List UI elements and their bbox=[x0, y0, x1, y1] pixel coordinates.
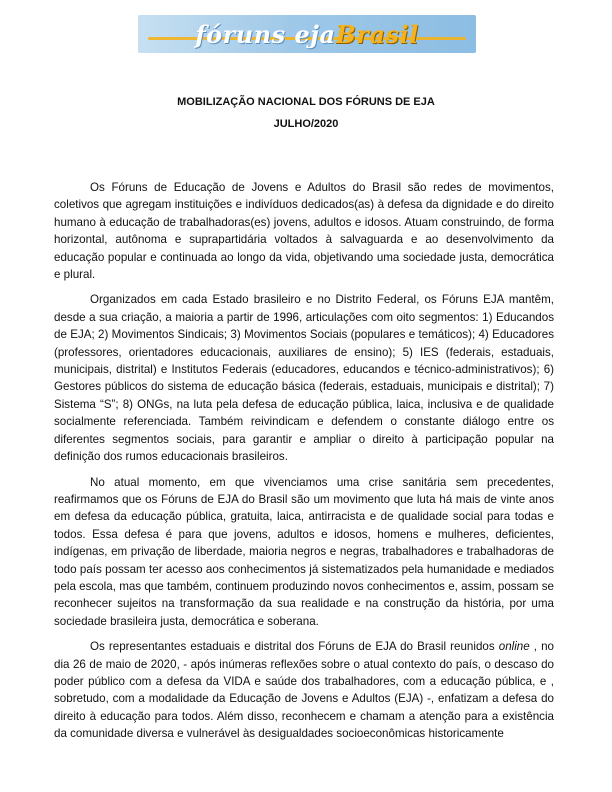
paragraph bbox=[54, 638, 554, 742]
logo-text bbox=[195, 20, 419, 49]
paragraph: Organizados em cada Estado brasileiro e no Distrito Federal, os Fóruns EJA mantêm, desde a sua criação, a maioria a partir de 1996, articulações com oito segmentos: 1) Educandos de EJA; 2) Movimentos Sindicais; 3) Movimentos Sociais (populares e temáticos); 4) Educadores (professores, orientadores educacionais, auxiliares de ensino); 5) IES (federais, estaduais, municipais, distrital) e Institutos Federais (educadores, educandos e técnico-administrativos); 6) Gestores públicos do sistema de educação básica (federais, estaduais, municipais e distrital); 7) Sistema “S”; 8) ONGs, na luta pela defesa de educação pública, laica, inclusiva e de qualidade socialmente referenciada. Também reivindicam e defendem o constante diálogo entre os diferentes segmentos sociais, para garantir e ampliar o direito à participação popular na definição dos rumos educacionais brasileiros. bbox=[54, 293, 554, 464]
document-body bbox=[54, 179, 554, 743]
foruns-eja-brasil-logo bbox=[138, 15, 476, 53]
logo-word-foruns: fóruns bbox=[195, 19, 286, 49]
paragraph-italic-text: online bbox=[498, 640, 530, 654]
paragraph: No atual momento, em que vivenciamos uma crise sanitária sem precedentes, reafirmamos que os Fóruns de EJA do Brasil são um movimento que luta há mais de vinte anos em defesa da educação pública, gratuita, laica, antirracista e de qualidade social para todas e todos. Essa defesa é para que jovens, adultos e idosos, homens e mulheres, deficientes, indígenas, em privação de liberdade, maioria negros e negras, trabalhadores e trabalhadoras de todo país possam ter acesso aos conhecimentos já sistematizados pela humanidade e mediados pela escola, mas que também, continuem produzindo novos conhecimentos e, assim, possam se reconhecer sujeitos na transformação da sua realidade e na construção da história, por uma sociedade brasileira justa, democrática e soberana. bbox=[54, 475, 554, 628]
paragraph: Os Fóruns de Educação de Jovens e Adultos do Brasil são redes de movimentos, coletivos que agregam instituições e indivíduos dedicados(as) à defesa da dignidade e do direito humano à educação de trabalhadoras(es) jovens, adultos e idosos. Atuam construindo, de forma horizontal, autônoma e suprapartidária voltados à salvaguarda e ao desenvolvimento da educação popular e continuada ao longo da vida, objetivando uma sociedade justa, democrática e plural. bbox=[54, 181, 554, 282]
logo-word-eja: eja bbox=[294, 19, 336, 49]
document-title: MOBILIZAÇÃO NACIONAL DOS FÓRUNS DE EJA bbox=[177, 96, 435, 108]
paragraph-text: , no dia 26 de maio de 2020, - após inúmeras reflexões sobre o atual contexto do país, o descaso do poder público com a defesa da VIDA e saúde dos trabalhadores, com a educação pública, e , sobretudo, com a modalidade da Educação de Jovens e Adultos (EJA) -, enfatizam a defesa do direito à educação para todos. Além disso, reconhecem e chamam a atenção para a existência da comunidade diversa e vulnerável às desigualdades socioeconômicas historicamente bbox=[54, 640, 555, 741]
logo-word-brasil: Brasil bbox=[335, 19, 419, 49]
paragraph-text: Os representantes estaduais e distrital dos Fóruns de EJA do Brasil reunidos bbox=[90, 640, 499, 654]
document-date: JULHO/2020 bbox=[273, 118, 339, 130]
